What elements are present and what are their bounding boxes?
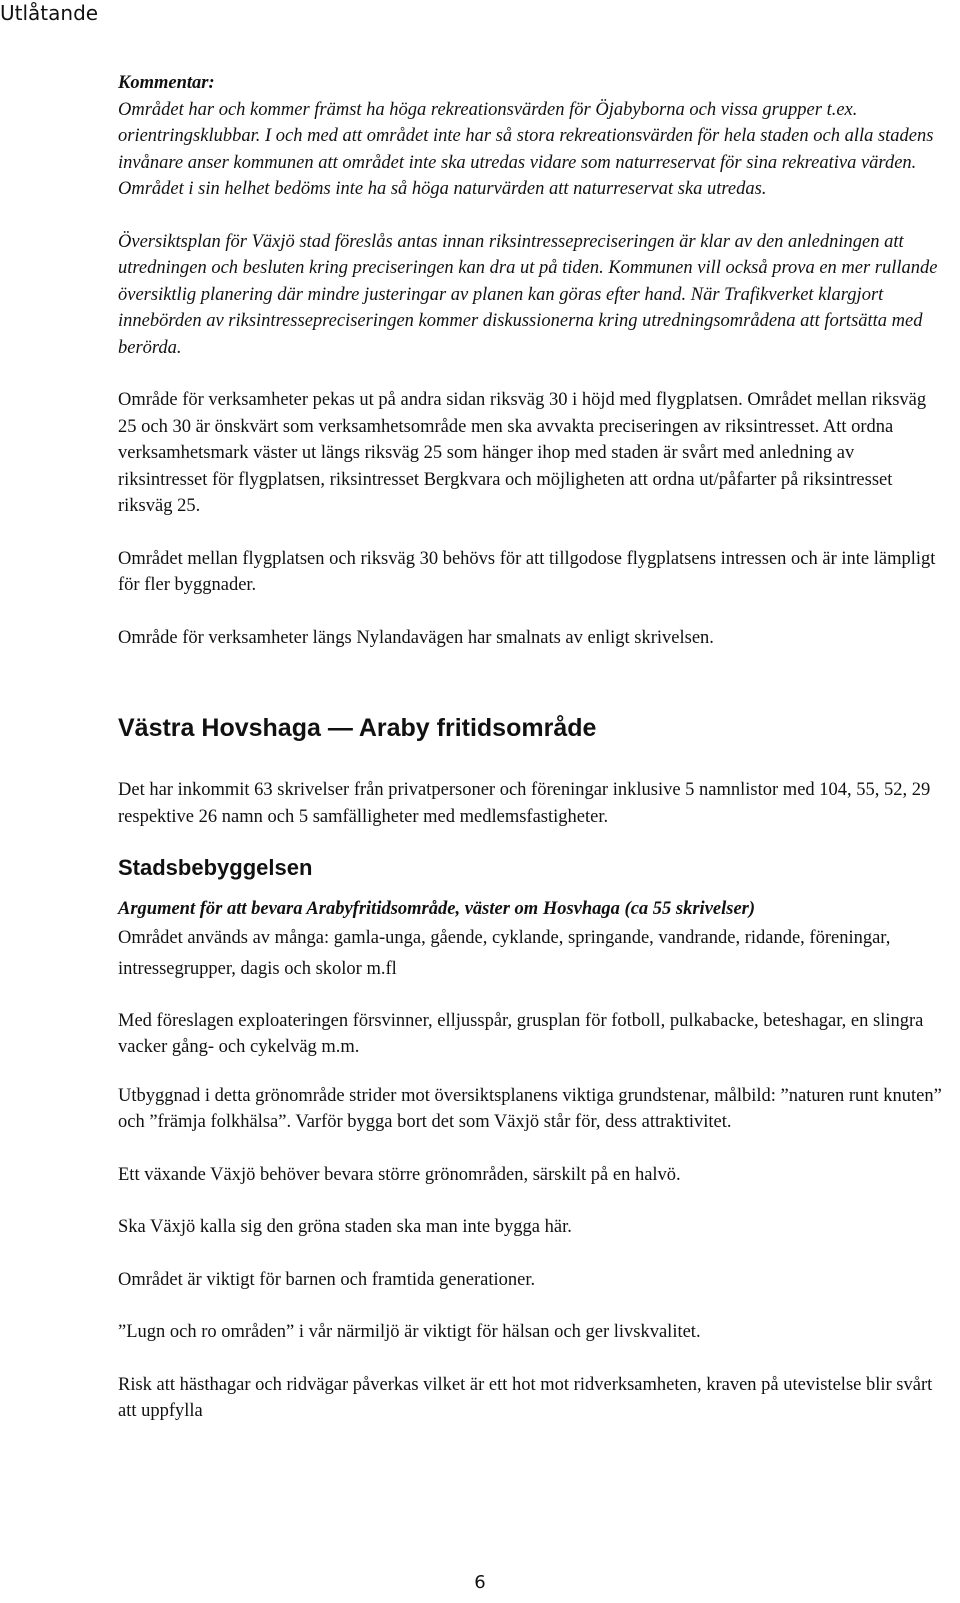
section-intro: Det har inkommit 63 skrivelser från privatpersoner och föreningar inklusive 5 namnlistor med 104, 55, 52, 29 respektive 26 namn och 5 samfälligheter med medlemsfastigheter. — [118, 780, 931, 827]
comment-paragraph: Översiktsplan för Växjö stad föreslås antas innan riksintressepreciseringen är klar av den anledningen att utredningen och besluten kring preciseringen kan dra ut på tiden. Kommunen vill också prova en mer rullande översiktlig planering där mindre justeringar av planen kan göras efter hand. När Trafikverket klargjort innebörden av riksintressepreciseringen kommer diskussionerna kring utredningsområdena att fortsätta med berörda. — [118, 231, 938, 358]
argument-paragraph: Ett växande Växjö behöver bevara större grönområden, särskilt på en halvö. — [118, 1164, 681, 1185]
argument-paragraph: Utbyggnad i detta grönområde strider mot översiktsplanens viktiga grundstenar, målbild: ”naturen runt knuten” och ”främja folkhälsa”. Varför bygga bort det som Växjö står för, dess attraktivitet. — [118, 1085, 942, 1132]
section-title: Västra Hovshaga — Araby fritidsområde — [118, 714, 597, 742]
argument-paragraph: Området är viktigt för barnen och framtida generationer. — [118, 1269, 536, 1290]
page-number: 6 — [474, 1572, 486, 1593]
argument-paragraph: ”Lugn och ro områden” i vår närmiljö är viktigt för hälsan och ger livskvalitet. — [118, 1322, 701, 1342]
section-subheading: Stadsbebyggelsen — [118, 855, 313, 880]
argument-paragraph: Med föreslagen exploateringen försvinner, elljusspår, grusplan för fotboll, pulkabacke, beteshagar, en slingra vacker gång- och cykelväg m.m. — [118, 1010, 924, 1057]
comment-paragraph: Område för verksamheter pekas ut på andra sidan riksväg 30 i höjd med flygplatsen. Området mellan riksväg 25 och 30 är önskvärt som verksamhetsområde men ska avvakta preciseringen av riksintresset. Att ordna verksamhetsmark väster ut längs riksväg 25 som hänger ihop med staden är svårt med anledning av riksintresset för flygplatsen, riksintresset Bergkvara och möjligheten att ordna ut/påfarter på riksintresset riksväg 25. — [118, 390, 927, 516]
argument-paragraph: Ska Växjö kalla sig den gröna staden ska man inte bygga här. — [118, 1217, 572, 1237]
argument-paragraph: Området används av många: gamla-unga, gående, cyklande, springande, vandrande, ridande, föreningar, intressegrupper, dagis och skolor m.fl — [118, 927, 891, 979]
argument-paragraph: Risk att hästhagar och ridvägar påverkas vilket är ett hot mot ridverksamheten, kraven på utevistelse blir svårt att uppfylla — [118, 1374, 933, 1421]
comment-heading: Kommentar: — [118, 73, 215, 93]
comment-paragraph: Området har och kommer främst ha höga rekreationsvärden för Öjabyborna och vissa grupper t.ex. orientringsklubbar. I och med att området inte har så stora rekreationsvärden för hela staden och alla stadens invånare anser kommunen att området inte ska utredas vidare som naturreservat för sina rekreativa värden. Området i sin helhet bedöms inte ha så höga naturvärden att naturreservat ska utredas. — [118, 99, 934, 199]
comment-paragraph: Område för verksamheter längs Nylandavägen har smalnats av enligt skrivelsen. — [118, 627, 714, 648]
page-body — [118, 70, 948, 1425]
document-header: Utlåtande — [0, 1, 99, 25]
comment-paragraph: Området mellan flygplatsen och riksväg 30 behövs för att tillgodose flygplatsens intressen och är inte lämpligt för fler byggnader. — [118, 548, 936, 595]
argument-heading: Argument för att bevara Arabyfritidsområde, väster om Hosvhaga (ca 55 skrivelser) — [118, 899, 756, 919]
